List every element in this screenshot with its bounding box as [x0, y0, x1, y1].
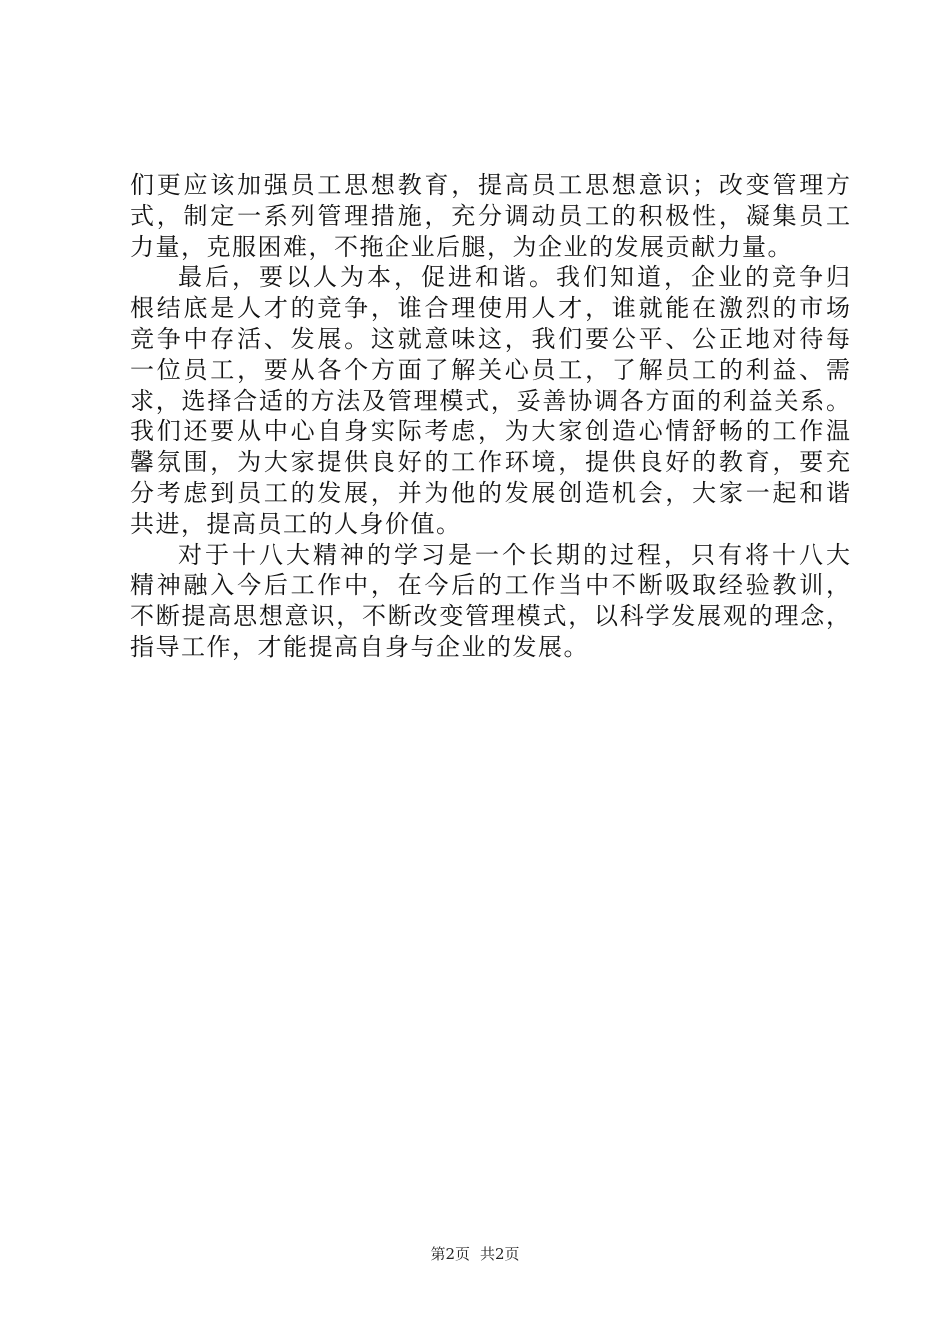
text-line: 精神融入今后工作中，在今后的工作当中不断吸取经验教训，: [130, 571, 850, 600]
page-footer: [0, 1244, 950, 1264]
page-number: 第2页: [430, 1245, 470, 1263]
text-line: 求，选择合适的方法及管理模式，妥善协调各方面的利益关系。: [130, 386, 850, 415]
text-line: 一位员工，要从各个方面了解关心员工，了解员工的利益、需: [130, 355, 850, 384]
text-line: 我们还要从中心自身实际考虑，为大家创造心情舒畅的工作温: [130, 417, 850, 446]
text-line: 力量，克服困难，不拖企业后腿，为企业的发展贡献力量。: [130, 232, 793, 261]
text-line: 式，制定一系列管理措施，充分调动员工的积极性，凝集员工: [130, 201, 850, 230]
paragraph-start-line: 最后，要以人为本，促进和谐。我们知道，企业的竞争归: [178, 263, 850, 292]
text-line: 指导工作，才能提高自身与企业的发展。: [130, 632, 589, 661]
text-line: 们更应该加强员工思想教育，提高员工思想意识；改变管理方: [130, 171, 850, 199]
text-line: 竞争中存活、发展。这就意味这，我们要公平、公正地对待每: [130, 324, 850, 353]
text-line: 根结底是人才的竞争，谁合理使用人才，谁就能在激烈的市场: [130, 294, 850, 323]
paragraph-start-line: 对于十八大精神的学习是一个长期的过程，只有将十八大: [178, 540, 850, 569]
text-line: 馨氛围，为大家提供良好的工作环境，提供良好的教育，要充: [130, 448, 850, 477]
page-total: 共2页: [480, 1245, 520, 1263]
body-text: [130, 170, 850, 663]
text-line: 不断提高思想意识，不断改变管理模式，以科学发展观的理念，: [130, 602, 850, 631]
text-line: 共进，提高员工的人身价值。: [130, 509, 462, 538]
text-line: 分考虑到员工的发展，并为他的发展创造机会，大家一起和谐: [130, 478, 850, 507]
